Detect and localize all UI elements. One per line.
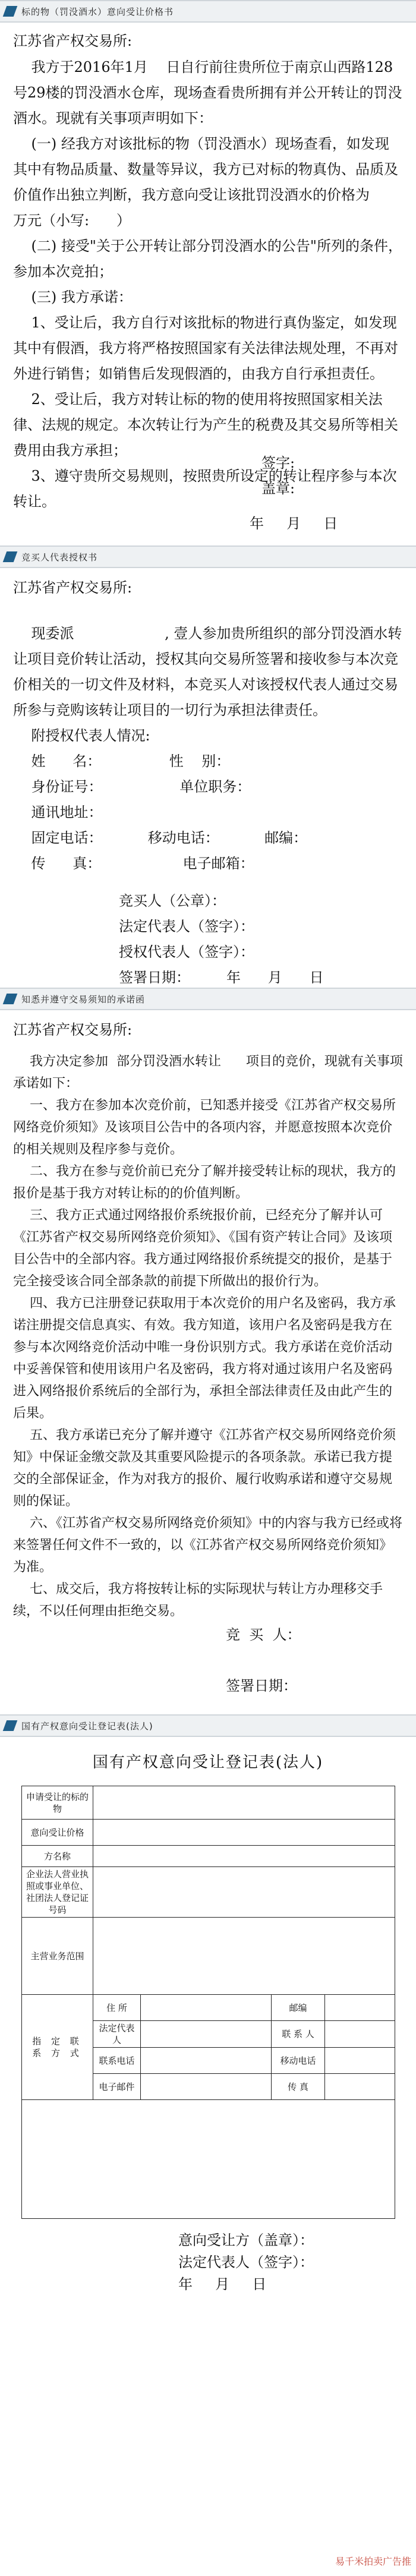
label-legal-rep: 法定代表人	[93, 2021, 141, 2048]
doc3-body: 我方决定参加 部分罚没酒水转让 项目的竞价，现就有关事项承诺如下： 一、我方在参加本次竞价前，已知悉并接受《江苏省产权交易所网络竞价须知》及该项目公告中的各项内容，并愿意按照本次竞价的相关规则及程序参与竞价。 二、我方在参与竞价前已充分了解并接受转让标的现状，我方的报价是基于我方对转让标的的价值判断。 三、我方正式通过网络报价系统报价前，已经充分了解并认可《江苏省产权交易所网络竞价须知》、《国有资产转让合同》及该项目公告中的全部内容。我方通过网络报价系统提交的报价，是基于完全接受该合同全部条款的前提下所做出的报价行为。 四、我方已注册登记获取用于本次竞价的用户名及密码，我方承诺注册提交信息真实、有效。我方知道，该用户名及密码是我方在参与本次网络竞价活动中唯一身份识别方式。我方承诺在竞价活动中妥善保管和使用该用户名及密码，我方将对通过该用户名及密码进入网络报价系统后的全部行为，承担全部法律责任及由此产生的后果。 五、我方承诺已充分了解并遵守《江苏省产权交易所网络竞价须知》中保证金缴交款及其重要风险提示的各项条款。承诺已我方提交的全部保证金，作为对我方的报价、履行收购承诺和遵守交易规则的保证。 六、《江苏省产权交易所网络竞价须知》中的内容与我方已经或将来签署任何文件不一致的，以《江苏省产权交易所网络竞价须知》为准。 七、成交后，我方将按转让标的实际现状与转让方办理移交手续，不以任何理由拒绝交易。	[13, 1054, 403, 1619]
doc2-signature: 竞买人（公章）： 法定代表人（签字）： 授权代表人（签字）： 签署日期： 年 月 日	[119, 893, 324, 986]
doc2-addressee: 江苏省产权交易所:	[13, 579, 133, 596]
label-price: 意向受让价格	[22, 1820, 93, 1846]
watermark: 易千米拍卖广告推	[335, 2556, 411, 2567]
doc1-signature: 签字: 盖章:	[261, 455, 295, 497]
label-reg-no: 企业法人营业执照或事业单位、社团法人登记证号码	[22, 1867, 93, 1918]
section-band-authorization	[0, 546, 416, 568]
doc3-signature: 竞 买 人： 签署日期：	[226, 1626, 301, 1694]
table-row	[22, 1995, 395, 2021]
value-contact-phone[interactable]	[141, 2048, 272, 2074]
value-email[interactable]	[141, 2074, 272, 2100]
label-business: 主营业务范围	[22, 1918, 93, 1995]
value-legal-rep[interactable]	[141, 2021, 272, 2048]
value-target[interactable]	[93, 1786, 395, 1820]
doc1-body: 我方于2016年1月 日自行前往贵所位于南京山西路128号29楼的罚没酒水仓库，现场查看贵所拥有并公开转让的罚没酒水。现就有关事项声明如下： (一) 经我方对该批标的物（罚没酒水）现场查看，如发现其中有物品质量、数量等异议，我方已对标的物真伪、品质及价值作出独立判断，我方意向受让该批罚没酒水的价格为 万元（小写: ） (二) 接受"关于公开转让部分罚没酒水的公告"所列的条件，参加本次竞拍； (三) 我方承诺： 1、受让后，我方自行对该批标的物进行真伪鉴定，如发现其中有假酒，我方将严格按照国家有关法律法规处理，不再对外进行销售；如销售后发现假酒的，由我方自行承担责任。 2、受让后，我方对转让标的物的使用将按照国家相关法律、法规的规定。本次转让行为产生的税费及其交易所等相关费用由我方承担； 3、遵守贵所交易规则，按照贵所设定的转让程序参与本次转让。	[13, 59, 402, 510]
doc1-date: 年 月 日	[250, 515, 338, 532]
value-reg-no[interactable]	[93, 1867, 395, 1918]
registration-table	[21, 1786, 395, 2219]
value-contact-person[interactable]	[325, 2021, 395, 2048]
section-title: 标的物（罚没酒水）意向受让价格书	[21, 6, 174, 17]
table-row	[22, 2100, 395, 2219]
section-band-price-letter	[0, 0, 416, 23]
section-marker-icon	[3, 551, 18, 562]
table-row	[22, 1867, 395, 1918]
table-row	[22, 1786, 395, 1820]
label-mobile: 移动电话	[272, 2048, 325, 2074]
value-fax[interactable]	[325, 2074, 395, 2100]
registration-signature: 意向受让方（盖章）： 法定代表人（签字）： 年 月 日	[178, 2232, 314, 2293]
label-fax: 传 真	[272, 2074, 325, 2100]
value-business[interactable]	[93, 1918, 395, 1995]
section-marker-icon	[3, 1720, 18, 1731]
section-title: 国有产权意向受让登记表(法人)	[21, 1720, 153, 1732]
section-band-commitment	[0, 988, 416, 1010]
registration-form-title: 国有产权意向受让登记表(法人)	[92, 1754, 324, 1771]
blank-area	[22, 2100, 395, 2219]
label-address: 住 所	[93, 1995, 141, 2021]
value-mobile[interactable]	[325, 2048, 395, 2074]
value-name[interactable]	[93, 1846, 395, 1867]
doc3-addressee: 江苏省产权交易所:	[13, 1021, 133, 1038]
value-price[interactable]	[93, 1820, 395, 1846]
table-row	[22, 1918, 395, 1995]
label-email: 电子邮件	[93, 2074, 141, 2100]
doc1-addressee: 江苏省产权交易所:	[13, 33, 133, 49]
value-zip[interactable]	[325, 1995, 395, 2021]
section-marker-icon	[3, 994, 18, 1004]
value-address[interactable]	[141, 1995, 272, 2021]
label-target: 申请受让的标的物	[22, 1786, 93, 1820]
label-zip: 邮编	[272, 1995, 325, 2021]
section-title: 知悉并遵守交易须知的承诺函	[21, 994, 146, 1005]
table-row	[22, 1820, 395, 1846]
section-band-registration	[0, 1714, 416, 1737]
label-name: 方名称	[22, 1846, 93, 1867]
table-row	[22, 1846, 395, 1867]
label-contact-group: 指 定 联 系 方 式	[22, 1995, 93, 2100]
doc2-body: 现委派 , 壹人参加贵所组织的部分罚没酒水转让项目竞价转让活动，授权其向交易所签署和接收参与本次竞价相关的一切文件及材料，本竞买人对该授权代表人通过交易所参与竞购该转让项目的一切行为承担法律责任。 附授权代表人情况: 姓 名： 性 别： 身份证号： 单位职务： 通讯地址： 固定电话： 移动电话： 邮编： 传 真： 电子邮箱：	[13, 625, 402, 872]
label-contact-phone: 联系电话	[93, 2048, 141, 2074]
section-title: 竞买人代表授权书	[21, 551, 98, 563]
label-contact-person: 联 系 人	[272, 2021, 325, 2048]
section-marker-icon	[3, 6, 18, 17]
